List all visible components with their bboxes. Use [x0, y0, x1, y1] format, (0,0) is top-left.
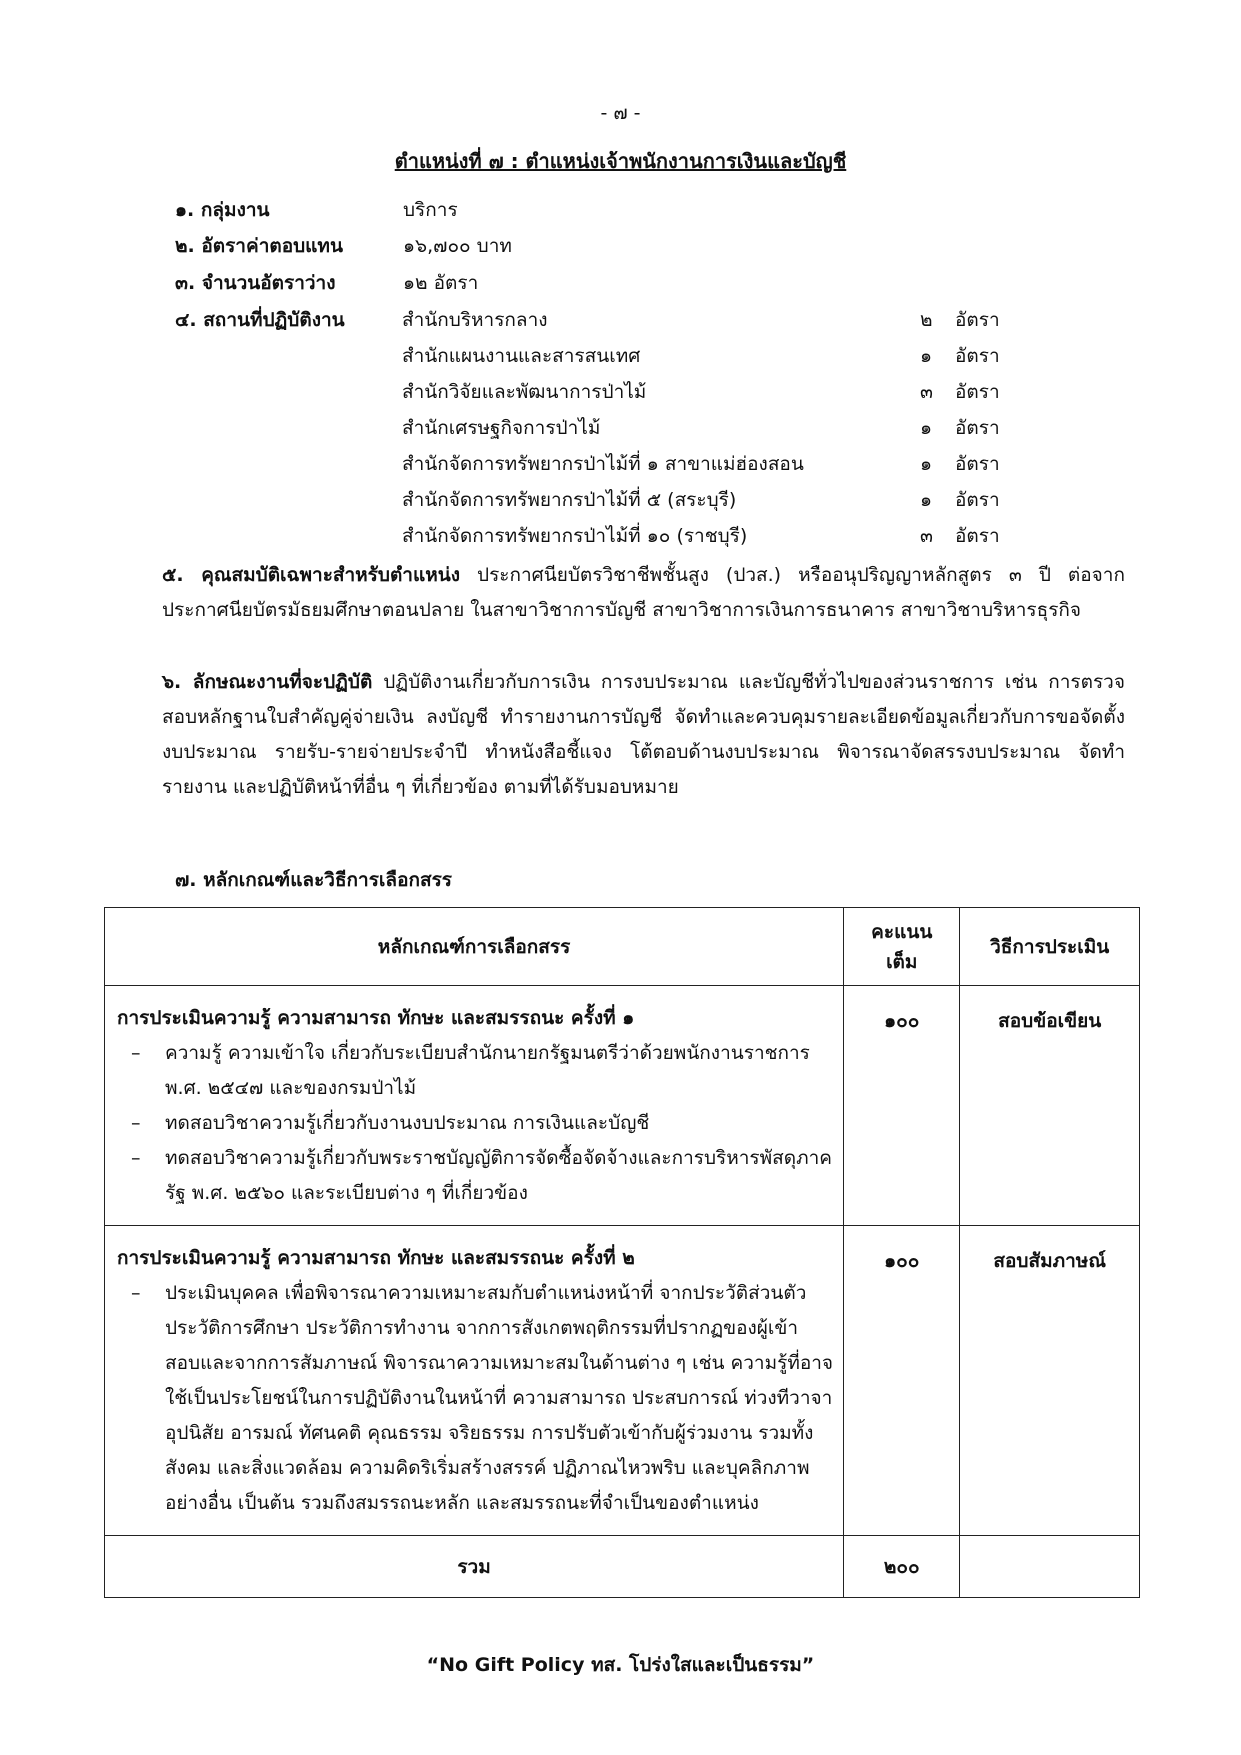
header-score-line2: เต็ม	[886, 950, 918, 973]
score-cell: ๑๐๐	[844, 1226, 960, 1536]
location-item	[402, 446, 1012, 482]
salary-label: ๒. อัตราค่าตอบแทน	[175, 235, 343, 257]
total-method	[960, 1536, 1140, 1598]
criteria-cell	[105, 986, 844, 1226]
location-item	[402, 482, 1012, 518]
location-item	[402, 338, 1012, 374]
location-unit: อัตรา	[955, 489, 1000, 511]
table-header-row	[105, 908, 1140, 986]
location-count: ๑	[920, 345, 933, 367]
footer-slogan: “No Gift Policy ทส. โปร่งใสและเป็นธรรม”	[426, 1654, 815, 1676]
header-method: วิธีการประเมิน	[960, 908, 1140, 986]
location-name: สำนักเศรษฐกิจการป่าไม้	[402, 417, 601, 439]
duties-paragraph	[162, 665, 1125, 805]
header-score-line1: คะแนน	[871, 920, 933, 943]
list-item: – ทดสอบวิชาความรู้เกี่ยวกับพระราชบัญญัติการจัดซื้อจัดจ้างและการบริหารพัสดุภาครัฐ พ.ศ. ๒๕๖๐ และระเบียบต่าง ๆ ที่เกี่ยวข้อง	[117, 1141, 833, 1211]
total-score: ๒๐๐	[844, 1536, 960, 1598]
location-name: สำนักวิจัยและพัฒนาการป่าไม้	[402, 381, 647, 403]
location-unit: อัตรา	[955, 525, 1000, 547]
location-name: สำนักบริหารกลาง	[402, 309, 548, 331]
score-cell: ๑๐๐	[844, 986, 960, 1226]
selection-criteria-table	[104, 907, 1140, 1598]
header-score	[844, 908, 960, 986]
criteria-list	[117, 1276, 833, 1521]
qualification-paragraph	[162, 558, 1125, 628]
duties-label: ๖. ลักษณะงานที่จะปฏิบัติ	[162, 671, 373, 693]
header-criteria: หลักเกณฑ์การเลือกสรร	[105, 908, 844, 986]
location-unit: อัตรา	[955, 309, 1000, 331]
page-title-text: ตำแหน่งที่ ๗ : ตำแหน่งเจ้าพนักงานการเงินและบัญชี	[394, 149, 847, 173]
vacancy-value: ๑๒ อัตรา	[403, 272, 479, 294]
page-number: - ๗ -	[600, 102, 641, 124]
location-name: สำนักจัดการทรัพยากรป่าไม้ที่ ๑ สาขาแม่ฮ่องสอน	[402, 453, 804, 475]
vacancy-label: ๓. จำนวนอัตราว่าง	[175, 272, 336, 294]
location-count: ๒	[920, 309, 933, 331]
group-label: ๑. กลุ่มงาน	[175, 199, 270, 221]
location-label: ๔. สถานที่ปฏิบัติงาน	[175, 309, 345, 331]
location-unit: อัตรา	[955, 417, 1000, 439]
table-row	[105, 1226, 1140, 1536]
list-item: – ประเมินบุคคล เพื่อพิจารณาความเหมาะสมกับตำแหน่งหน้าที่ จากประวัติส่วนตัว ประวัติการศึกษา ประวัติการทำงาน จากการสังเกตพฤติกรรมที่ปรากฏของผู้เข้าสอบและจากการสัมภาษณ์ พิจารณาความเหมาะสมในด้านต่าง ๆ เช่น ความรู้ที่อาจใช้เป็นประโยชน์ในการปฏิบัติงานในหน้าที่ ความสามารถ ประสบการณ์ ท่วงทีวาจา อุปนิสัย อารมณ์ ทัศนคติ คุณธรรม จริยธรรม การปรับตัวเข้ากับผู้ร่วมงาน รวมทั้งสังคม และสิ่งแวดล้อม ความคิดริเริ่มสร้างสรรค์ ปฏิภาณไหวพริบ และบุคลิกภาพอย่างอื่น เป็นต้น รวมถึงสมรรถนะหลัก และสมรรถนะที่จำเป็นของตำแหน่ง	[117, 1276, 833, 1521]
table-row	[105, 986, 1140, 1226]
duties-text: ปฏิบัติงานเกี่ยวกับการเงิน การงบประมาณ และบัญชีทั่วไปของส่วนราชการ เช่น การตรวจสอบหลักฐานใบสำคัญคู่จ่ายเงิน ลงบัญชี ทำรายงานการบัญชี จัดทำและควบคุมรายละเอียดข้อมูลเกี่ยวกับการขอจัดตั้งงบประมาณ รายรับ-รายจ่ายประจำปี ทำหนังสือชี้แจง โต้ตอบด้านงบประมาณ พิจารณาจัดสรรงบประมาณ จัดทำรายงาน และปฏิบัติหน้าที่อื่น ๆ ที่เกี่ยวข้อง ตามที่ได้รับมอบหมาย	[162, 671, 1125, 798]
method-cell: สอบสัมภาษณ์	[960, 1226, 1140, 1536]
location-count: ๑	[920, 453, 933, 475]
criteria-title: การประเมินความรู้ ความสามารถ ทักษะ และสมรรถนะ ครั้งที่ ๒	[117, 1247, 635, 1269]
list-item: – ความรู้ ความเข้าใจ เกี่ยวกับระเบียบสำนักนายกรัฐมนตรีว่าด้วยพนักงานราชการ พ.ศ. ๒๕๔๗ และของกรมป่าไม้	[117, 1036, 833, 1106]
location-count: ๑	[920, 489, 933, 511]
qualification-label: ๕. คุณสมบัติเฉพาะสำหรับตำแหน่ง	[162, 564, 460, 586]
criteria-list	[117, 1036, 833, 1211]
location-unit: อัตรา	[955, 345, 1000, 367]
location-item	[402, 410, 1012, 446]
criteria-title: การประเมินความรู้ ความสามารถ ทักษะ และสมรรถนะ ครั้งที่ ๑	[117, 1007, 635, 1029]
location-count: ๓	[920, 381, 933, 403]
selection-heading: ๗. หลักเกณฑ์และวิธีการเลือกสรร	[175, 869, 452, 891]
page-title	[0, 145, 1241, 177]
salary-value: ๑๖,๗๐๐ บาท	[403, 235, 512, 257]
location-item	[402, 518, 1012, 554]
location-name: สำนักแผนงานและสารสนเทศ	[402, 345, 641, 367]
list-item: – ทดสอบวิชาความรู้เกี่ยวกับงานงบประมาณ การเงินและบัญชี	[117, 1106, 833, 1141]
criteria-cell	[105, 1226, 844, 1536]
location-unit: อัตรา	[955, 381, 1000, 403]
method-cell: สอบข้อเขียน	[960, 986, 1140, 1226]
total-label: รวม	[105, 1536, 844, 1598]
location-name: สำนักจัดการทรัพยากรป่าไม้ที่ ๑๐ (ราชบุรี)	[402, 525, 748, 547]
location-count: ๑	[920, 417, 933, 439]
qualification-text: ประกาศนียบัตรวิชาชีพชั้นสูง (ปวส.) หรืออนุปริญญาหลักสูตร ๓ ปี ต่อจากประกาศนียบัตรมัธยมศึกษาตอนปลาย ในสาขาวิชาการบัญชี สาขาวิชาการเงินการธนาคาร สาขาวิชาบริหารธุรกิจ	[162, 564, 1125, 621]
location-unit: อัตรา	[955, 453, 1000, 475]
total-row	[105, 1536, 1140, 1598]
location-name: สำนักจัดการทรัพยากรป่าไม้ที่ ๕ (สระบุรี)	[402, 489, 737, 511]
location-item	[402, 374, 1012, 410]
location-item	[402, 302, 1012, 338]
group-value: บริการ	[403, 199, 458, 221]
location-count: ๓	[920, 525, 933, 547]
